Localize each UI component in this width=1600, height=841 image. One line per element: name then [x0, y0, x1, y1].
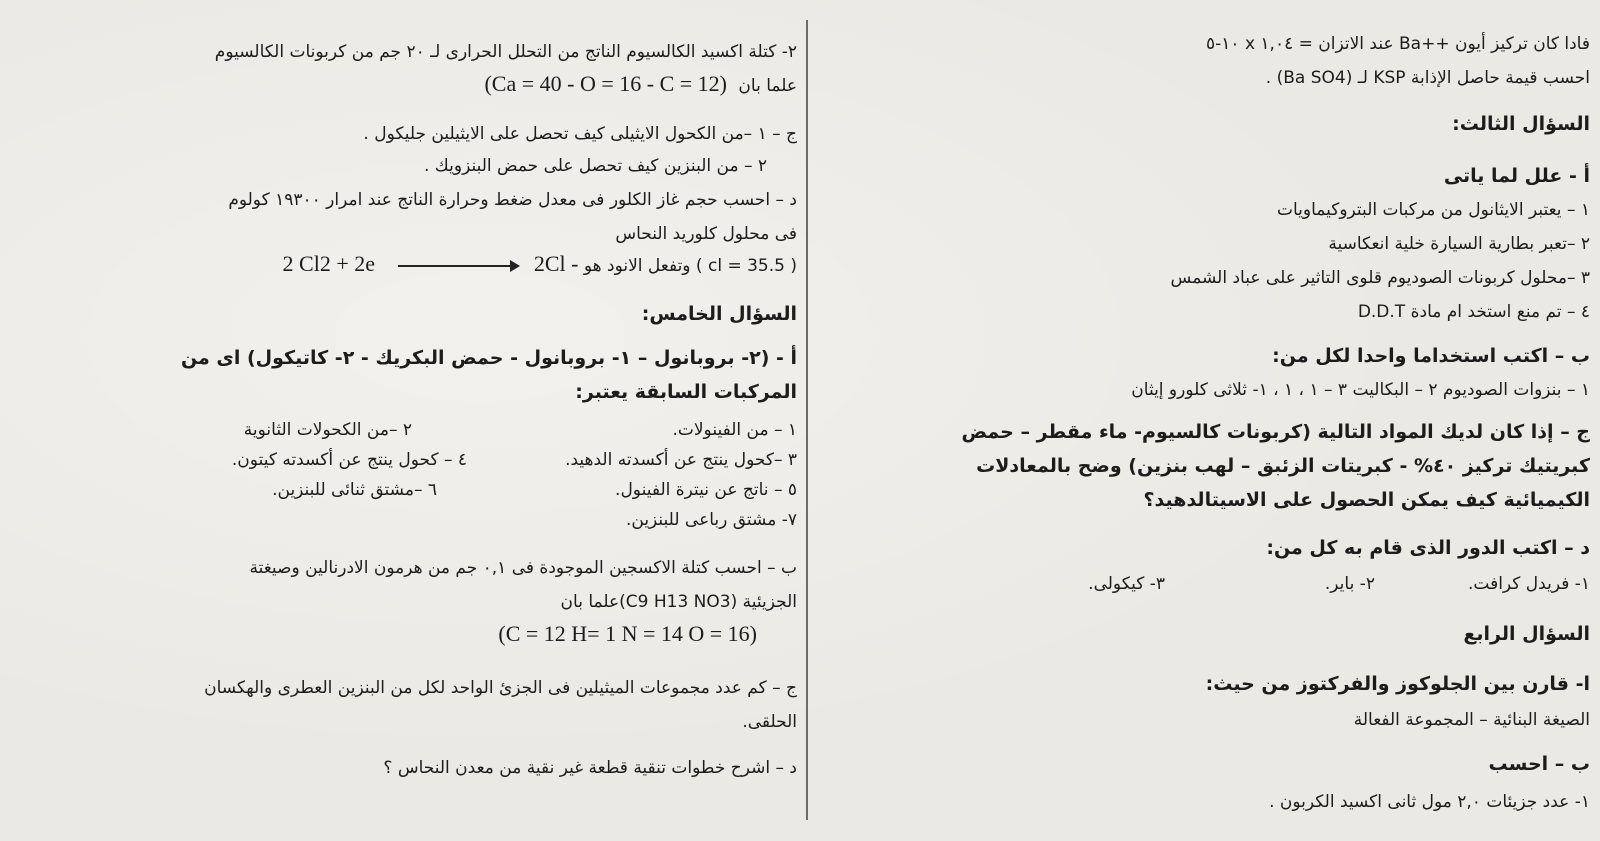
- equation-line: [283, 250, 797, 280]
- text-line: [484, 72, 797, 98]
- text-line: الحلقى.: [742, 712, 797, 732]
- list-item: ٢- باير.: [1324, 574, 1375, 594]
- text-line: ١ – بنزوات الصوديوم ٢ – البكاليت ٣ – ١ ، ١ ، ١- ثلاثى كلورو إيثان: [1131, 380, 1590, 400]
- text-line: ٢- كتلة اكسيد الكالسيوم الناتج من التحلل الحرارى لـ ٢٠ جم من كربونات الكالسيوم: [214, 42, 797, 62]
- text-line: كبريتيك تركيز ٤٠% - كبريتات الزئبق – لهب بنزين) وضح بالمعادلات: [976, 455, 1590, 477]
- text-line: فى محلول كلوريد النحاس: [615, 224, 797, 244]
- list-item: ٤ – كحول ينتج عن أكسدته كيتون.: [231, 450, 467, 470]
- list-item: ١ – من الفينولات.: [672, 420, 797, 440]
- list-item: ٢ –من الكحولات الثانوية: [243, 420, 412, 440]
- text-line: ٢ – من البنزين كيف تحصل على حمض البنزويك .: [424, 156, 767, 176]
- list-item: ٦ –مشتق ثنائى للبنزين.: [272, 480, 437, 500]
- list-item: ٥ – ناتج عن نيترة الفينول.: [615, 480, 797, 500]
- text-line: فادا كان تركيز أيون ++Ba عند الاتزان = ١,٠٤ x ١٠-٥: [1205, 34, 1590, 54]
- text-line: الصيغة البنائية – المجموعة الفعالة: [1353, 710, 1590, 730]
- text-line: د – احسب حجم غاز الكلور فى معدل ضغط وحرارة الناتج عند امرار ١٩٣٠٠ كولوم: [228, 190, 797, 210]
- section-title: السؤال الخامس:: [641, 303, 797, 325]
- formula: (Ca = 40 - O = 16 - C = 12): [484, 71, 727, 96]
- text-line: الجزيئية (C9 H13 NO3)علما بان: [560, 592, 797, 612]
- text-line: د – اشرح خطوات تنقية قطعة غير نقية من معدن النحاس ؟: [383, 758, 797, 778]
- section-title: السؤال الرابع: [1463, 623, 1590, 645]
- list-item: ٣- كيكولى.: [1088, 574, 1165, 594]
- text-span: علما بان: [738, 76, 797, 96]
- formula: 2 Cl2 + 2e: [282, 251, 375, 276]
- list-item: ٢ –تعبر بطارية السيارة خلية انعكاسية: [1328, 234, 1590, 254]
- list-item: ٣ –كحول ينتج عن أكسدته الدهيد.: [565, 450, 797, 470]
- arrow-icon: [398, 265, 518, 267]
- text-line: ب – احسب كتلة الاكسجين الموجودة فى ٠,١ جم من هرمون الادرنالين وصيغتة: [249, 558, 797, 578]
- list-item: ١- فريدل كرافت.: [1467, 574, 1590, 594]
- sub-title: ا- قارن بين الجلوكوز والفركتوز من حيث:: [1205, 673, 1590, 695]
- list-item: ٤ – تم منع استخد ام مادة D.D.T: [1357, 302, 1590, 322]
- column-divider: [806, 20, 808, 820]
- text-line: أ - (٢- بروبانول – ١- بروبانول - حمض البكريك - ٢- كاتيكول) اى من: [180, 347, 797, 369]
- formula: (C = 12 H= 1 N = 14 O = 16): [498, 621, 757, 646]
- sub-title: ب – اكتب استخداما واحدا لكل من:: [1272, 345, 1590, 367]
- text-line: ج – كم عدد مجموعات الميثيلين فى الجزئ الواحد لكل من البنزين العطرى والهكسان: [204, 678, 797, 698]
- section-title: السؤال الثالث:: [1452, 113, 1590, 135]
- formula: 2Cl -: [533, 251, 579, 276]
- text-line: الكيميائية كيف يمكن الحصول على الاسيتالدهيد؟: [1143, 489, 1590, 511]
- text-line: ج – ١ –من الكحول الايثيلى كيف تحصل على الايثيلين جليكول .: [363, 124, 797, 144]
- sub-title: ب – احسب: [1488, 753, 1590, 775]
- text-line: ج – إذا كان لديك المواد التالية (كربونات كالسيوم- ماء مقطر – حمض: [961, 421, 1590, 443]
- sub-title: د – اكتب الدور الذى قام به كل من:: [1266, 537, 1590, 559]
- text-line: المركبات السابقة يعتبر:: [575, 381, 797, 403]
- list-item: ٣ –محلول كربونات الصوديوم قلوى التاثير على عباد الشمس: [1170, 268, 1590, 288]
- sub-title: أ - علل لما ياتى: [1443, 165, 1590, 187]
- text-span: ( cl = 35.5 ) وتفعل الانود هو: [583, 256, 797, 276]
- list-item: ٧- مشتق رباعى للبنزين.: [625, 510, 797, 530]
- text-line: احسب قيمة حاصل الإذابة KSP لـ (Ba SO4) .: [1265, 68, 1590, 88]
- text-line: ١- عدد جزيئات ٢,٠ مول ثانى اكسيد الكربون .: [1269, 792, 1590, 812]
- list-item: ١ – يعتبر الايثانول من مركبات البتروكيماويات: [1276, 200, 1590, 220]
